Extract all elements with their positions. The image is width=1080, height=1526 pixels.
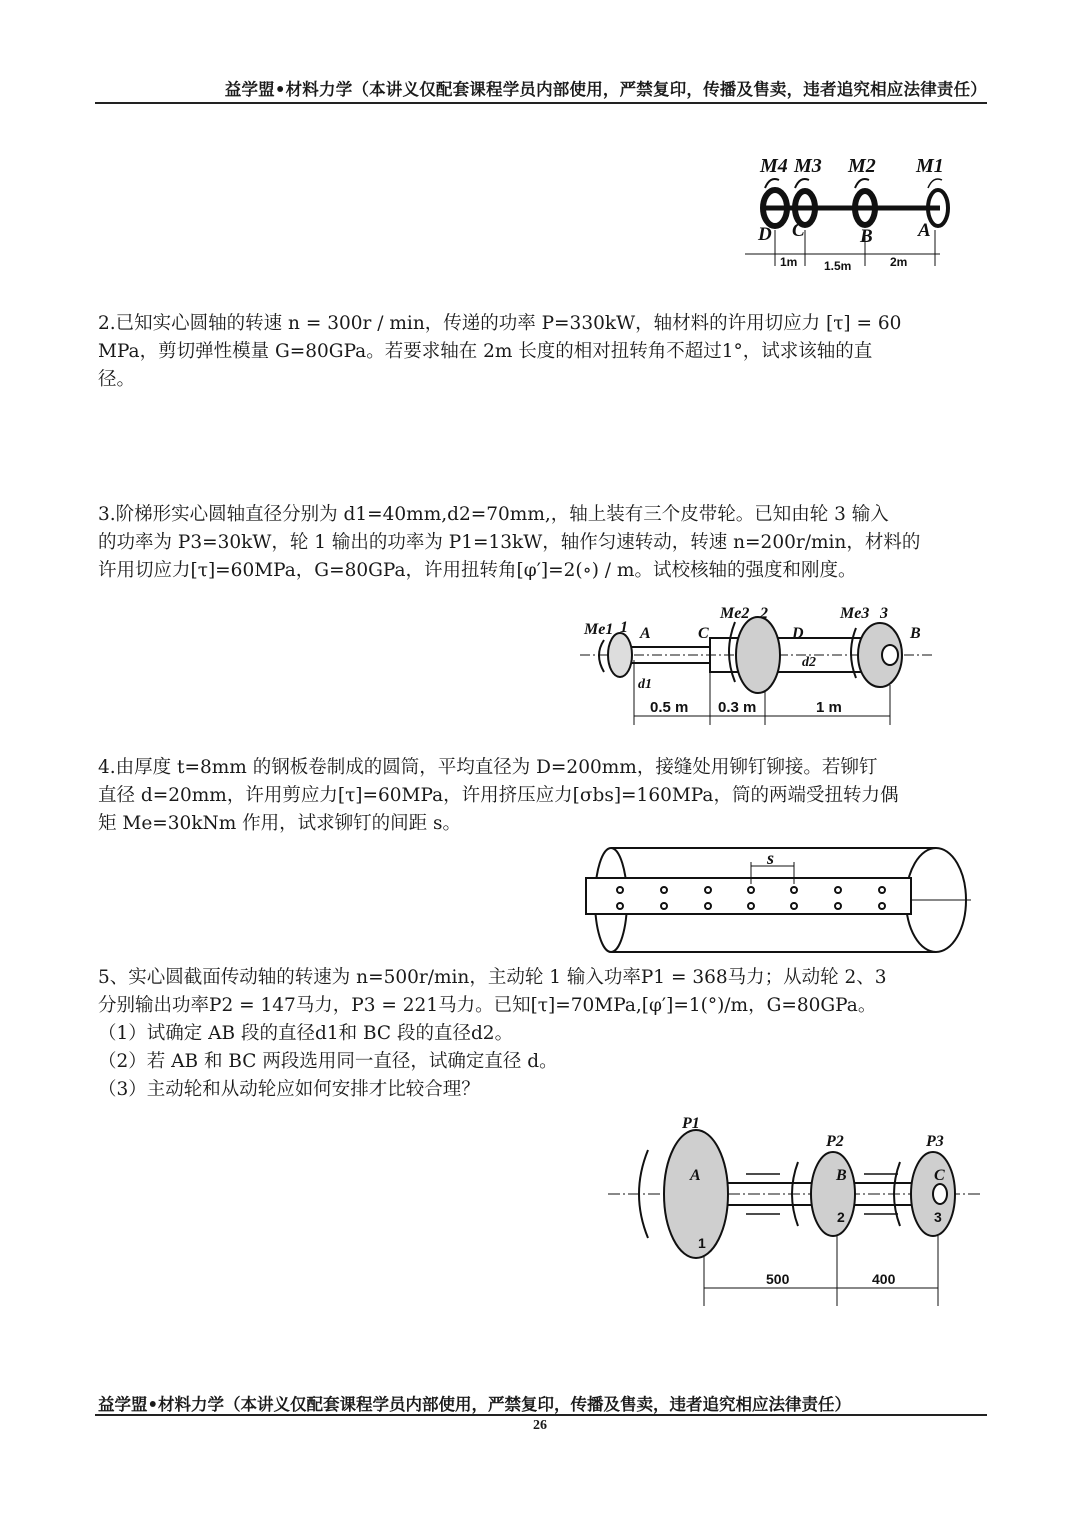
label-d: D bbox=[792, 625, 804, 642]
page-number: 26 bbox=[533, 1418, 547, 1433]
label-d2: d2 bbox=[802, 655, 816, 670]
problem-2-line: 2.已知实心圆轴的转速 n = 300r / min，传递的功率 P=330kW，轴材料的许用切应力 [τ] = 60 bbox=[98, 313, 902, 334]
label-b: B bbox=[910, 625, 921, 642]
dim-1m: 1m bbox=[780, 255, 798, 269]
problem-4-line: 矩 Me=30kNm 作用，试求铆钉的间距 s。 bbox=[98, 813, 462, 834]
problem-5-line: 分别输出功率P2 = 147马力，P3 = 221马力。已知[τ]=70MPa,[φ′]=1(°)/m，G=80GPa。 bbox=[98, 995, 877, 1016]
problem-3-line: 的功率为 P3=30kW，轮 1 输出的功率为 P1=13kW，轴作匀速转动，转速 n=200r/min，材料的 bbox=[98, 532, 921, 553]
figure-transmission-shaft bbox=[608, 1110, 988, 1310]
dim-2m: 2m bbox=[890, 255, 908, 269]
problem-5-line: （2）若 AB 和 BC 两段选用同一直径，试确定直径 d。 bbox=[98, 1051, 558, 1072]
problem-4-line: 4.由厚度 t=8mm 的钢板卷制成的圆筒，平均直径为 D=200mm，接缝处用铆钉铆接。若铆钉 bbox=[98, 757, 878, 778]
header-rule bbox=[95, 102, 987, 104]
label-m4: M4 bbox=[760, 155, 788, 177]
label-n1: 1 bbox=[620, 619, 628, 636]
label-me2: Me2 bbox=[720, 605, 750, 622]
problem-5-line: （3）主动轮和从动轮应如何安排才比较合理？ bbox=[98, 1079, 480, 1100]
label-me1: Me1 bbox=[584, 621, 614, 638]
page-footer: 益学盟•材料力学（本讲义仅配套课程学员内部使用，严禁复印，传播及售卖，违者追究相应法律责任） bbox=[98, 1395, 852, 1414]
problem-5-line: （1）试确定 AB 段的直径d1和 BC 段的直径d2。 bbox=[98, 1023, 514, 1044]
label-c: C bbox=[934, 1167, 945, 1184]
label-n1: 1 bbox=[698, 1235, 706, 1251]
problem-3-line: 3.阶梯形实心圆轴直径分别为 d1=40mm,d2=70mm,，轴上装有三个皮带轮。已知由轮 3 输入 bbox=[98, 504, 889, 525]
problem-3-line: 许用切应力[τ]=60MPa，G=80GPa，许用扭转角[φ′]=2(∘) / m。试校核轴的强度和刚度。 bbox=[98, 560, 857, 581]
label-s: s bbox=[767, 848, 775, 868]
dim-500: 500 bbox=[766, 1271, 790, 1287]
dim-400: 400 bbox=[872, 1271, 896, 1287]
label-p1: P1 bbox=[682, 1115, 700, 1132]
label-m1: M1 bbox=[916, 155, 944, 177]
label-m3: M3 bbox=[794, 155, 822, 177]
label-p3: P3 bbox=[926, 1133, 944, 1150]
label-b: B bbox=[836, 1167, 847, 1184]
figure-riveted-cylinder bbox=[576, 840, 976, 960]
label-n2: 2 bbox=[837, 1209, 845, 1225]
dim-1m: 1 m bbox=[816, 699, 842, 716]
label-a: A bbox=[640, 625, 651, 642]
figure-stepped-shaft bbox=[580, 600, 940, 740]
dim-1-5m: 1.5m bbox=[824, 259, 852, 273]
problem-5 bbox=[98, 964, 976, 1104]
label-n3: 3 bbox=[880, 605, 888, 622]
page-header: 益学盟•材料力学（本讲义仅配套课程学员内部使用，严禁复印，传播及售卖，违者追究相应法律责任） bbox=[224, 80, 987, 99]
problem-2-line: MPa，剪切弹性模量 G=80GPa。若要求轴在 2m 长度的相对扭转角不超过1°，试求该轴的直 bbox=[98, 341, 873, 362]
figure-torque-shaft bbox=[740, 148, 960, 273]
footer-rule bbox=[95, 1414, 987, 1416]
label-p2: P2 bbox=[826, 1133, 844, 1150]
label-n3: 3 bbox=[934, 1209, 942, 1225]
label-a: A bbox=[918, 220, 931, 241]
label-m2: M2 bbox=[848, 155, 876, 177]
dim-0-3m: 0.3 m bbox=[718, 699, 757, 716]
label-c: C bbox=[792, 220, 805, 241]
problem-3 bbox=[98, 501, 976, 585]
label-b: B bbox=[860, 226, 873, 247]
problem-4 bbox=[98, 754, 976, 838]
label-n2: 2 bbox=[760, 605, 768, 622]
dim-0-5m: 0.5 m bbox=[650, 699, 689, 716]
label-a: A bbox=[690, 1167, 701, 1184]
problem-2-line: 径。 bbox=[98, 369, 136, 390]
problem-2 bbox=[98, 310, 976, 394]
label-c: C bbox=[698, 625, 709, 642]
problem-5-line: 5、实心圆截面传动轴的转速为 n=500r/min，主动轮 1 输入功率P1 = 368马力；从动轮 2、3 bbox=[98, 967, 887, 988]
label-d1: d1 bbox=[638, 677, 652, 692]
label-d: D bbox=[758, 224, 772, 245]
problem-4-line: 直径 d=20mm，许用剪应力[τ]=60MPa，许用挤压应力[σbs]=160MPa，筒的两端受扭转力偶 bbox=[98, 785, 899, 806]
label-me3: Me3 bbox=[840, 605, 870, 622]
